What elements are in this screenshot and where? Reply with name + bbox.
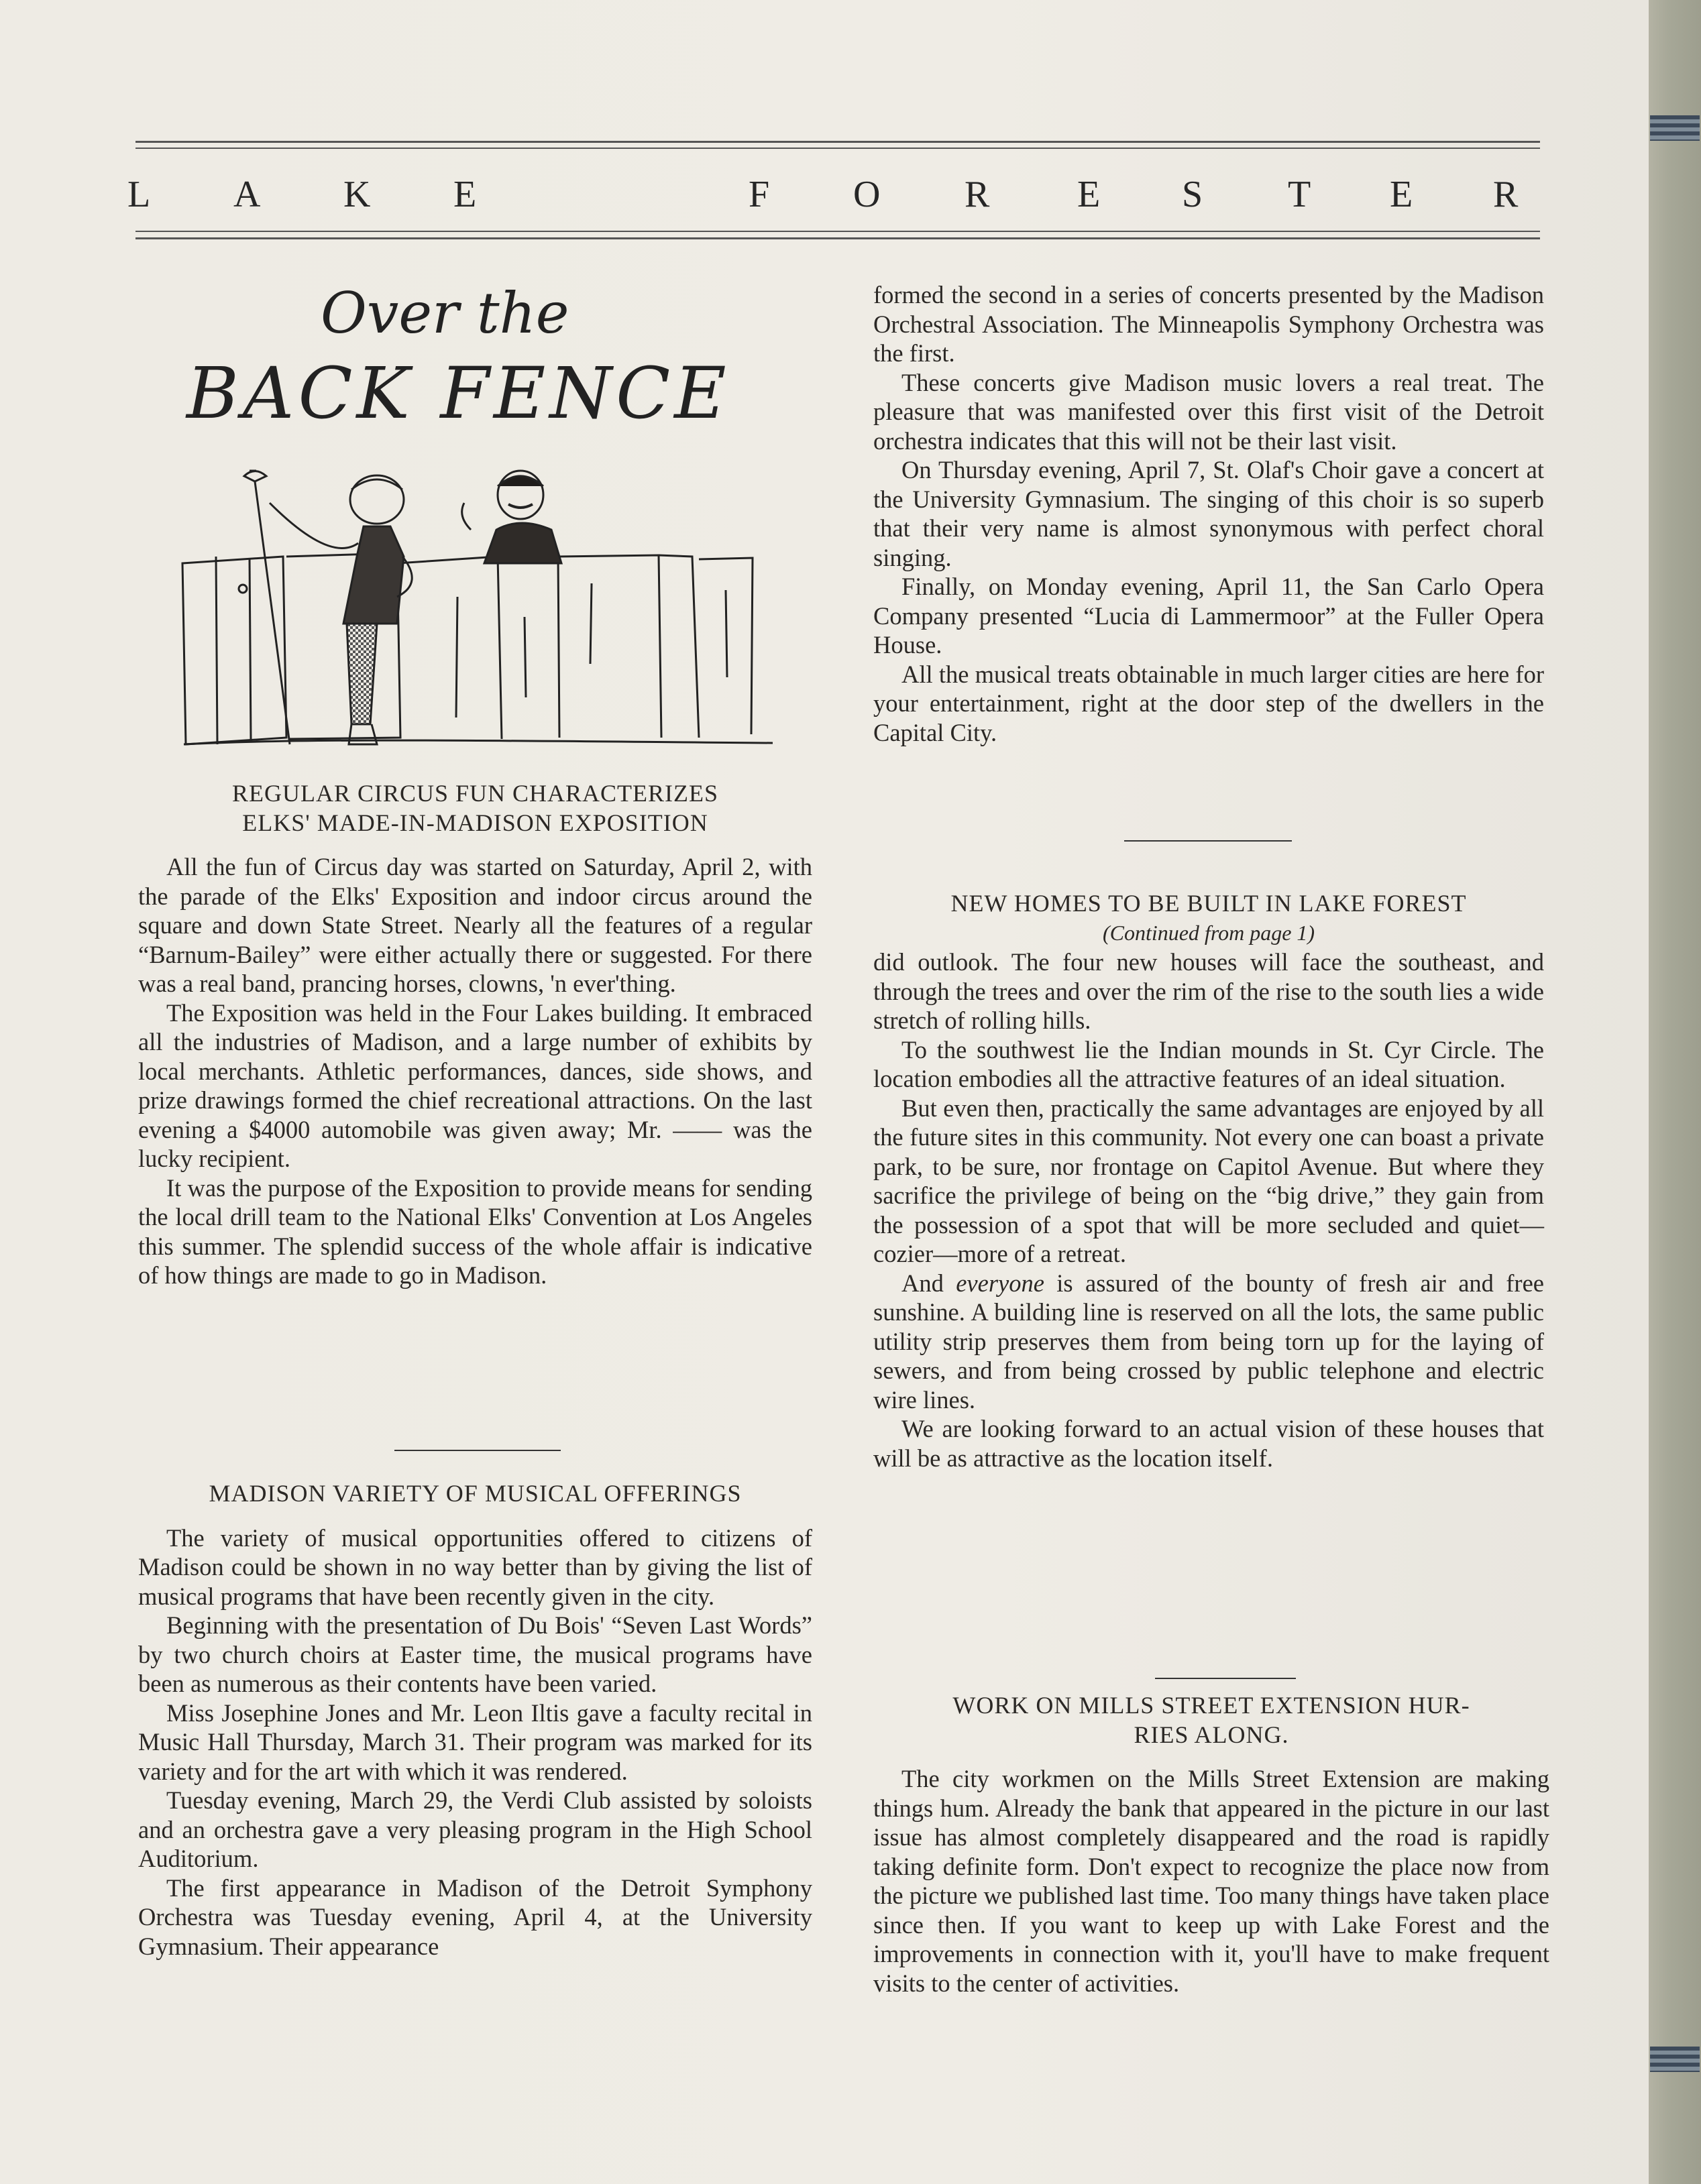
masthead-letter: A <box>233 174 261 215</box>
circus-paragraph: The Exposition was held in the Four Lakes building. It embraced all the industries of Madison, and a large number of exhibits by local merchants. Athletic performances, dances, side shows, and prize drawings formed the chief recreational attractions. On the last evening a $4000 automobile was given away; Mr. —— was the lucky recipient. <box>138 998 812 1172</box>
mills-paragraph: The city workmen on the Mills Street Extension are making things hum. Already the bank that appeared in the picture in our last issue has almost completely disappeared and the road is rapidly taking definite form. Don't expect to recognize the place now from the picture we published last time. Too many things have taken place since then. If you want to keep up with Lake Forest and the improvements in connection with it, you'll have to make frequent visits to the center of activities. <box>873 1765 1549 1997</box>
homes-text: And <box>901 1269 956 1297</box>
music-paragraph: Tuesday evening, March 29, the Verdi Club assisted by soloists and an orchestra gave a very pleasing program in the High School Auditorium. <box>138 1786 812 1872</box>
mills-headline-1: WORK ON MILLS STREET EXTENSION HUR- <box>952 1692 1470 1719</box>
masthead-rule-top <box>135 141 1540 143</box>
masthead-rule-bottom <box>135 237 1540 239</box>
column-right-top <box>873 280 1544 747</box>
music-paragraph: All the musical treats obtainable in much larger cities are here for your entertainment, right at the door step of the dwellers in the Capital City. <box>873 660 1544 746</box>
column-left-bottom <box>138 1479 812 1961</box>
circus-paragraph: All the fun of Circus day was started on Saturday, April 2, with the parade of the Elks' Exposition and indoor circus around the square and down State Street. Nearly all the features of a regular “Barnum-Bailey” were either actually there or suggested. For there was a real band, prancing horses, clowns, 'n ever'thing. <box>138 853 812 997</box>
homes-paragraph: did outlook. The four new houses will face the southeast, and through the trees and over the rim of the rise to the south lies a wide stretch of rolling hills. <box>873 948 1544 1034</box>
masthead-letter: R <box>1493 174 1519 215</box>
section-separator <box>1155 1678 1296 1679</box>
homes-headline: NEW HOMES TO BE BUILT IN LAKE FOREST <box>950 890 1467 917</box>
column-right-middle <box>873 889 1544 1473</box>
music-paragraph: Beginning with the presentation of Du Bois' “Seven Last Words” by two church choirs at Easter time, the musical programs have been as numerous as their contents have been varied. <box>138 1611 812 1697</box>
mills-headline-2: RIES ALONG. <box>1134 1721 1289 1748</box>
masthead <box>127 173 1549 227</box>
masthead-rule-top-inner <box>135 148 1540 149</box>
masthead-letter: K <box>343 174 371 215</box>
two-men-over-fence-icon <box>176 463 779 771</box>
masthead-rule-bottom-inner <box>135 231 1540 232</box>
circus-headline-2: ELKS' MADE-IN-MADISON EXPOSITION <box>242 809 708 836</box>
masthead-letter: R <box>965 174 990 215</box>
homes-paragraph: To the southwest lie the Indian mounds in St. Cyr Circle. The location embodies all the attractive features of an ideal situation. <box>873 1035 1544 1092</box>
masthead-letter: O <box>853 174 881 215</box>
homes-paragraph <box>873 1269 1544 1415</box>
music-headline: MADISON VARIETY OF MUSICAL OFFERINGS <box>209 1480 742 1507</box>
book-binding <box>1649 0 1701 2184</box>
section-separator <box>1124 840 1292 842</box>
masthead-letter: L <box>127 174 151 215</box>
column-left-top <box>138 779 812 1290</box>
feature-title-line2: BACK FENCE <box>186 352 730 435</box>
section-separator <box>394 1450 561 1451</box>
masthead-letter: E <box>453 174 477 215</box>
homes-emphasis: everyone <box>956 1269 1044 1297</box>
feature-title-line1: Over the <box>321 280 569 346</box>
homes-continued-note: (Continued from page 1) <box>1102 920 1315 945</box>
binding-band <box>1650 115 1700 141</box>
masthead-letter: E <box>1390 174 1413 215</box>
music-paragraph: The variety of musical opportunities offered to citizens of Madison could be shown in no way better than by giving the list of musical programs that have been recently given in the city. <box>138 1524 812 1610</box>
column-right-bottom <box>873 1691 1549 1998</box>
homes-text: is assured of the bounty of fresh air and free sunshine. A building line is reserved on all the lots, the same public utility strip preserves them from being torn up for the laying of sewers, and from being crossed by public telephone and electric wire lines. <box>873 1269 1544 1414</box>
music-paragraph: On Thursday evening, April 7, St. Olaf's Choir gave a concert at the University Gymnasium. The singing of this choir is so superb that their very name is almost synonymous with perfect choral singing. <box>873 456 1544 571</box>
circus-paragraph: It was the purpose of the Exposition to provide means for sending the local drill team to the National Elks' Convention at Los Angeles this summer. The splendid success of the whole affair is indicative of how things are made to go in Madison. <box>138 1173 812 1289</box>
music-paragraph: Miss Josephine Jones and Mr. Leon Iltis gave a faculty recital in Music Hall Thursday, March 31. Their program was marked for its variety and for the art with which it was rendered. <box>138 1699 812 1785</box>
masthead-letter: T <box>1288 174 1311 215</box>
music-paragraph: These concerts give Madison music lovers a real treat. The pleasure that was manifested over this first visit of the Detroit orchestra indicates that this will not be their last visit. <box>873 368 1544 455</box>
music-paragraph: formed the second in a series of concerts presented by the Madison Orchestral Association. The Minneapolis Symphony Orchestra was the first. <box>873 281 1544 367</box>
music-paragraph: The first appearance in Madison of the Detroit Symphony Orchestra was Tuesday evening, April 4, at the University Gymnasium. Their appearance <box>138 1874 812 1960</box>
music-paragraph: Finally, on Monday evening, April 11, the San Carlo Opera Company presented “Lucia di Lammermoor” at the Fuller Opera House. <box>873 573 1544 658</box>
masthead-letter: E <box>1077 174 1101 215</box>
masthead-letter: S <box>1182 174 1203 215</box>
binding-band <box>1650 2047 1700 2072</box>
homes-paragraph: But even then, practically the same advantages are enjoyed by all the future sites in this community. Not every one can boast a private park, to be sure, nor frontage on Capitol Avenue. But where they sacrifice the privilege of being on the “big drive,” they gain from the possession of a spot that will be more secluded and quiet—cozier—more of a retreat. <box>873 1094 1544 1267</box>
masthead-letter: F <box>749 174 770 215</box>
circus-headline-1: REGULAR CIRCUS FUN CHARACTERIZES <box>231 780 719 807</box>
homes-paragraph: We are looking forward to an actual vision of these houses that will be as attractive as the location itself. <box>873 1415 1544 1472</box>
